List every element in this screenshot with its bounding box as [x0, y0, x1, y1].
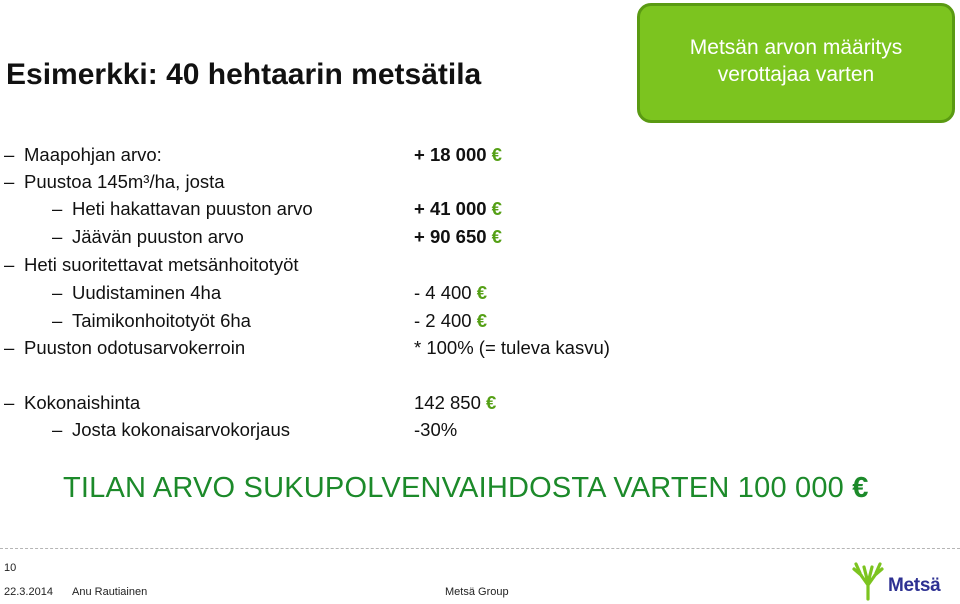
bullet-dash: –: [52, 419, 63, 440]
euro-icon: €: [491, 144, 502, 165]
row-label: Jäävän puuston arvo: [72, 226, 244, 247]
page-number: 10: [4, 562, 17, 574]
footer-date: 22.3.2014: [4, 586, 53, 598]
row-value: [414, 226, 502, 248]
value-text: - 2 400: [414, 310, 472, 331]
footer-divider: [0, 548, 960, 549]
footer-author: Anu Rautiainen: [72, 586, 148, 598]
value-text: -30%: [414, 419, 458, 440]
euro-icon: €: [852, 472, 869, 504]
logo-text: Metsä: [888, 575, 941, 596]
row-value: [414, 198, 502, 220]
euro-icon: €: [476, 282, 488, 303]
row-label: Uudistaminen 4ha: [72, 282, 222, 303]
badge-line-1: Metsän arvon määritys: [689, 36, 903, 59]
row-value: [414, 144, 502, 166]
row-value: [414, 337, 610, 359]
row-label: Maapohjan arvo:: [24, 144, 162, 165]
row-label: Heti suoritettavat metsänhoitotyöt: [24, 254, 299, 275]
row-value: [414, 419, 457, 441]
slide-title: Esimerkki: 40 hehtaarin metsätila: [6, 58, 482, 91]
total-text: TILAN ARVO SUKUPOLVENVAIHDOSTA VARTEN 100 000: [63, 472, 845, 504]
row-value: [414, 392, 496, 414]
bullet-dash: –: [4, 337, 15, 358]
row-label: Puuston odotusarvokerroin: [24, 337, 246, 358]
row-label: Kokonaishinta: [24, 392, 141, 413]
metsa-logo: [848, 561, 956, 601]
bullet-dash: –: [4, 171, 15, 192]
footer-company: Metsä Group: [445, 586, 509, 598]
euro-icon: €: [476, 310, 488, 331]
bullet-dash: –: [4, 254, 15, 275]
row-label: Puustoa 145m³/ha, josta: [24, 171, 225, 192]
value-text: + 90 650: [414, 226, 487, 247]
row-value: [414, 310, 487, 332]
euro-icon: €: [491, 198, 502, 219]
bullet-dash: –: [52, 226, 63, 247]
antler-icon: [848, 561, 888, 601]
value-text: 142 850: [414, 392, 481, 413]
row-value: [414, 282, 487, 304]
bullet-dash: –: [52, 310, 63, 331]
row-label: Taimikonhoitotyöt 6ha: [72, 310, 251, 331]
euro-icon: €: [491, 226, 502, 247]
badge-line-2: verottajaa varten: [717, 63, 875, 86]
bullet-dash: –: [52, 282, 63, 303]
row-label: Josta kokonaisarvokorjaus: [72, 419, 290, 440]
total-value-heading: [63, 472, 869, 505]
bullet-dash: –: [52, 198, 63, 219]
value-text: - 4 400: [414, 282, 472, 303]
value-text: + 41 000: [414, 198, 487, 219]
bullet-dash: –: [4, 392, 15, 413]
euro-icon: €: [486, 392, 497, 413]
row-label: Heti hakattavan puuston arvo: [72, 198, 313, 219]
bullet-dash: –: [4, 144, 15, 165]
value-text: + 18 000: [414, 144, 487, 165]
value-text: * 100% (= tuleva kasvu): [414, 337, 610, 358]
